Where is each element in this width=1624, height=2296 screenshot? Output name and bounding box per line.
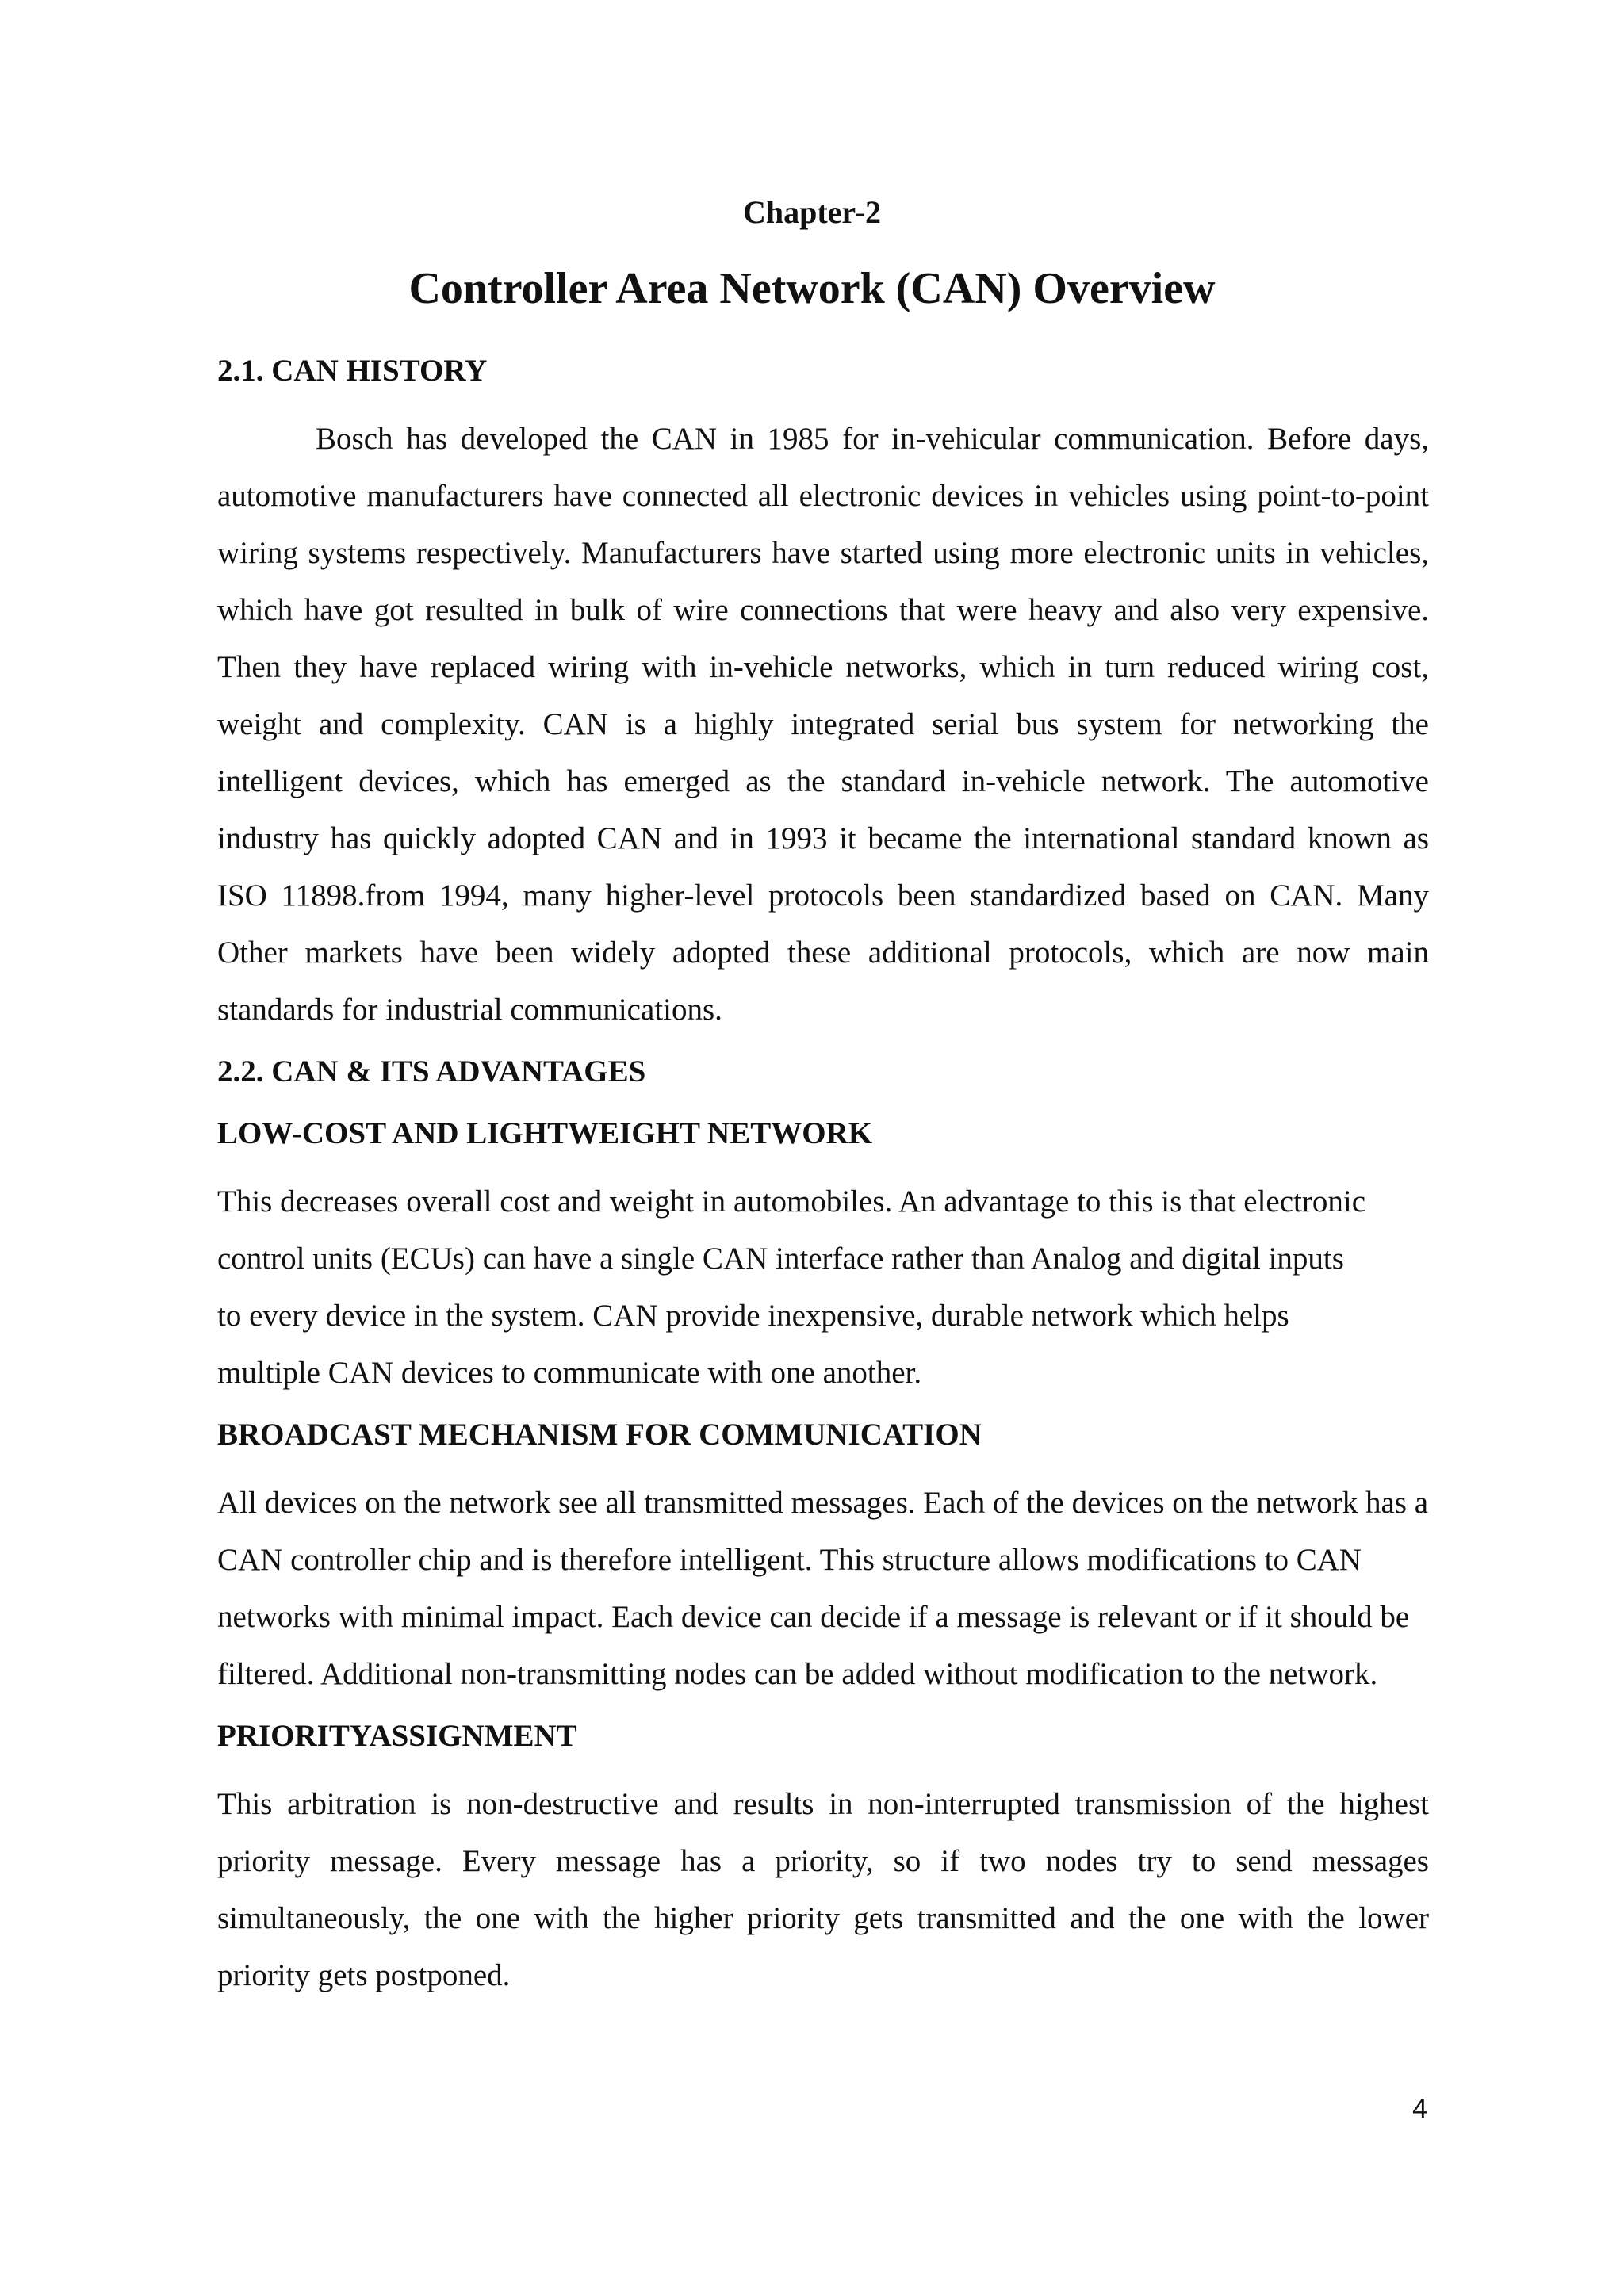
subsection-low-cost — [217, 1112, 1429, 1402]
subheading-low-cost: LOW-COST AND LIGHTWEIGHT NETWORK — [217, 1116, 873, 1150]
history-paragraph: Bosch has developed the CAN in 1985 for in-vehicular communication. Before days, automotive manufacturers have connected all electronic devices in vehicles using point-to-point wiring systems respectively. Manufacturers have started using more electronic units in vehicles, which have got resulted in bulk of wire connections that were heavy and also very expensive. Then they have replaced wiring with in-vehicle networks, which in turn reduced wiring cost, weight and complexity. CAN is a highly integrated serial bus system for networking the intelligent devices, which has emerged as the standard in-vehicle network. The automotive industry has quickly adopted CAN and in 1993 it became the international standard known as ISO 11898.from 1994, many higher-level protocols been standardized based on CAN. Many Other markets have been widely adopted these additional protocols, which are now main standards for industrial communications. — [217, 422, 1429, 1027]
chapter-label: Chapter-2 — [742, 194, 882, 230]
broadcast-paragraph: All devices on the network see all transmitted messages. Each of the devices on the network has a CAN controller chip and is therefore intelligent. This structure allows modifications to CAN networks with minimal impact. Each device can decide if a message is relevant or if it should be filtered. Additional non-transmitting nodes can be added without modification to the network. — [217, 1486, 1429, 1691]
page-number: 4 — [1412, 2094, 1427, 2124]
subsection-broadcast — [217, 1413, 1429, 1703]
subheading-priority: PRIORITYASSIGNMENT — [217, 1719, 577, 1753]
low-cost-paragraph: This decreases overall cost and weight in automobiles. An advantage to this is that electronic control units (ECUs) can have a single CAN interface rather than Analog and digital inputs to every device in the system. CAN provide inexpensive, durable network which helps multiple CAN devices to communicate with one another. — [217, 1184, 1366, 1390]
subsection-priority — [217, 1714, 1429, 2004]
section-heading-history: 2.1. CAN HISTORY — [217, 354, 488, 388]
section-heading-advantages: 2.2. CAN & ITS ADVANTAGES — [217, 1054, 646, 1089]
priority-paragraph: This arbitration is non-destructive and results in non-interrupted transmission of the highest priority message. Every message has a priority, so if two nodes try to send messages simultaneously, the one with the higher priority gets transmitted and the one with the lower priority gets postponed. — [217, 1787, 1429, 1992]
subheading-broadcast: BROADCAST MECHANISM FOR COMMUNICATION — [217, 1418, 982, 1452]
section-can-history — [217, 349, 1429, 1039]
section-can-advantages — [217, 1050, 1429, 2004]
chapter-title: Controller Area Network (CAN) Overview — [408, 264, 1216, 313]
page-content — [217, 349, 1429, 2014]
